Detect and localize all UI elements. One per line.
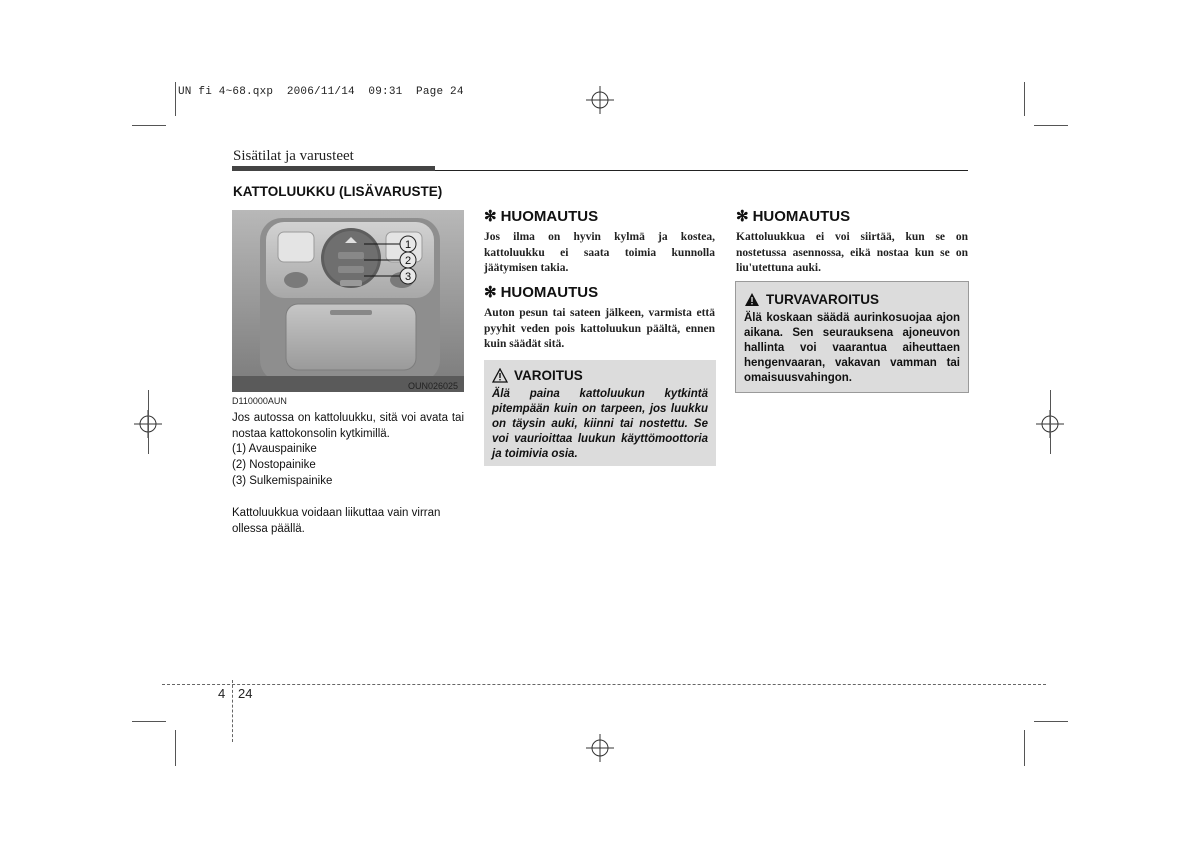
warning-title: TURVAVAROITUS	[766, 292, 880, 307]
caution-title: VAROITUS	[514, 368, 583, 383]
registration-mark-icon	[586, 86, 614, 114]
asterisk-icon: ✻	[736, 208, 749, 225]
crop-mark	[1050, 390, 1051, 454]
notice-body: Kattoluukkua ei voi siirtää, kun se on nostetussa asennossa, eikä nostaa kun se on liu'utettuna auki.	[736, 231, 968, 274]
notice-body: Auton pesun tai sateen jälkeen, varmista että pyyhit veden pois kattoluukun päältä, ennen kuin säädät sitä.	[484, 307, 715, 350]
list-item: (3) Sulkemispainike	[232, 475, 333, 487]
crop-mark	[1024, 730, 1025, 766]
notice-heading	[484, 283, 598, 301]
header-bar	[232, 166, 435, 171]
notice-title: HUOMAUTUS	[500, 284, 599, 301]
chapter-number: 4	[218, 686, 226, 701]
notice-title: HUOMAUTUS	[752, 208, 851, 225]
warning-body: Älä koskaan säädä aurinkosuojaa ajon aikana. Sen seurauksena ajoneuvon hallinta voi vaarantua aiheuttaen hengenvaaran, vakavan vamman tai omaisuusvahingon.	[744, 312, 960, 384]
crop-mark	[175, 82, 176, 116]
console-illustration	[232, 210, 464, 392]
asterisk-icon: ✻	[484, 208, 497, 225]
sunroof-console-photo	[232, 210, 464, 392]
warning-triangle-icon	[744, 292, 760, 307]
callout-1: 1	[404, 239, 412, 251]
photo-caption: OUN026025	[407, 381, 458, 391]
caution-box	[484, 360, 716, 466]
page-number: 24	[238, 686, 253, 701]
crop-mark	[175, 730, 176, 766]
crop-mark	[1024, 82, 1025, 116]
callout-2: 2	[404, 255, 412, 267]
crop-mark	[1034, 721, 1068, 722]
print-slug: UN fi 4~68.qxp 2006/11/14 09:31 Page 24	[178, 86, 464, 98]
crop-mark	[1034, 125, 1068, 126]
asterisk-icon: ✻	[484, 284, 497, 301]
intro-paragraph: Jos autossa on kattoluukku, sitä voi avata tai nostaa kattokonsolin kytkimillä.	[232, 412, 464, 440]
warning-box	[736, 282, 968, 392]
warning-triangle-icon	[492, 368, 508, 383]
page-title: KATTOLUUKKU (LISÄVARUSTE)	[233, 184, 443, 199]
notice-body: Jos ilma on hyvin kylmä ja kostea, kattoluukku ei saata toimia kunnolla jäätymisen takia.	[484, 231, 715, 274]
crop-mark	[132, 125, 166, 126]
section-title: Sisätilat ja varusteet	[233, 148, 354, 164]
list-item: (1) Avauspainike	[232, 443, 317, 455]
reference-code: D110000AUN	[232, 396, 287, 406]
warning-heading	[744, 292, 879, 307]
crop-mark	[132, 721, 166, 722]
caution-heading	[492, 368, 583, 383]
caution-body: Älä paina kattoluukun kytkintä pitempään kuin on tarpeen, jos luukku on täysin auki, kiinni tai nostettu. Se voi vaurioittaa luukun käyttömoottoria ja toimivia osia.	[492, 388, 708, 460]
footer-divider	[232, 680, 233, 742]
crop-mark	[148, 390, 149, 454]
registration-mark-icon	[586, 734, 614, 762]
notice-heading	[484, 207, 598, 225]
footer-rule	[162, 684, 1046, 685]
notice-heading	[736, 207, 850, 225]
power-note-paragraph: Kattoluukkua voidaan liikuttaa vain virran ollessa päällä.	[232, 507, 441, 535]
list-item: (2) Nostopainike	[232, 459, 316, 471]
notice-title: HUOMAUTUS	[500, 208, 599, 225]
callout-3: 3	[404, 271, 412, 283]
